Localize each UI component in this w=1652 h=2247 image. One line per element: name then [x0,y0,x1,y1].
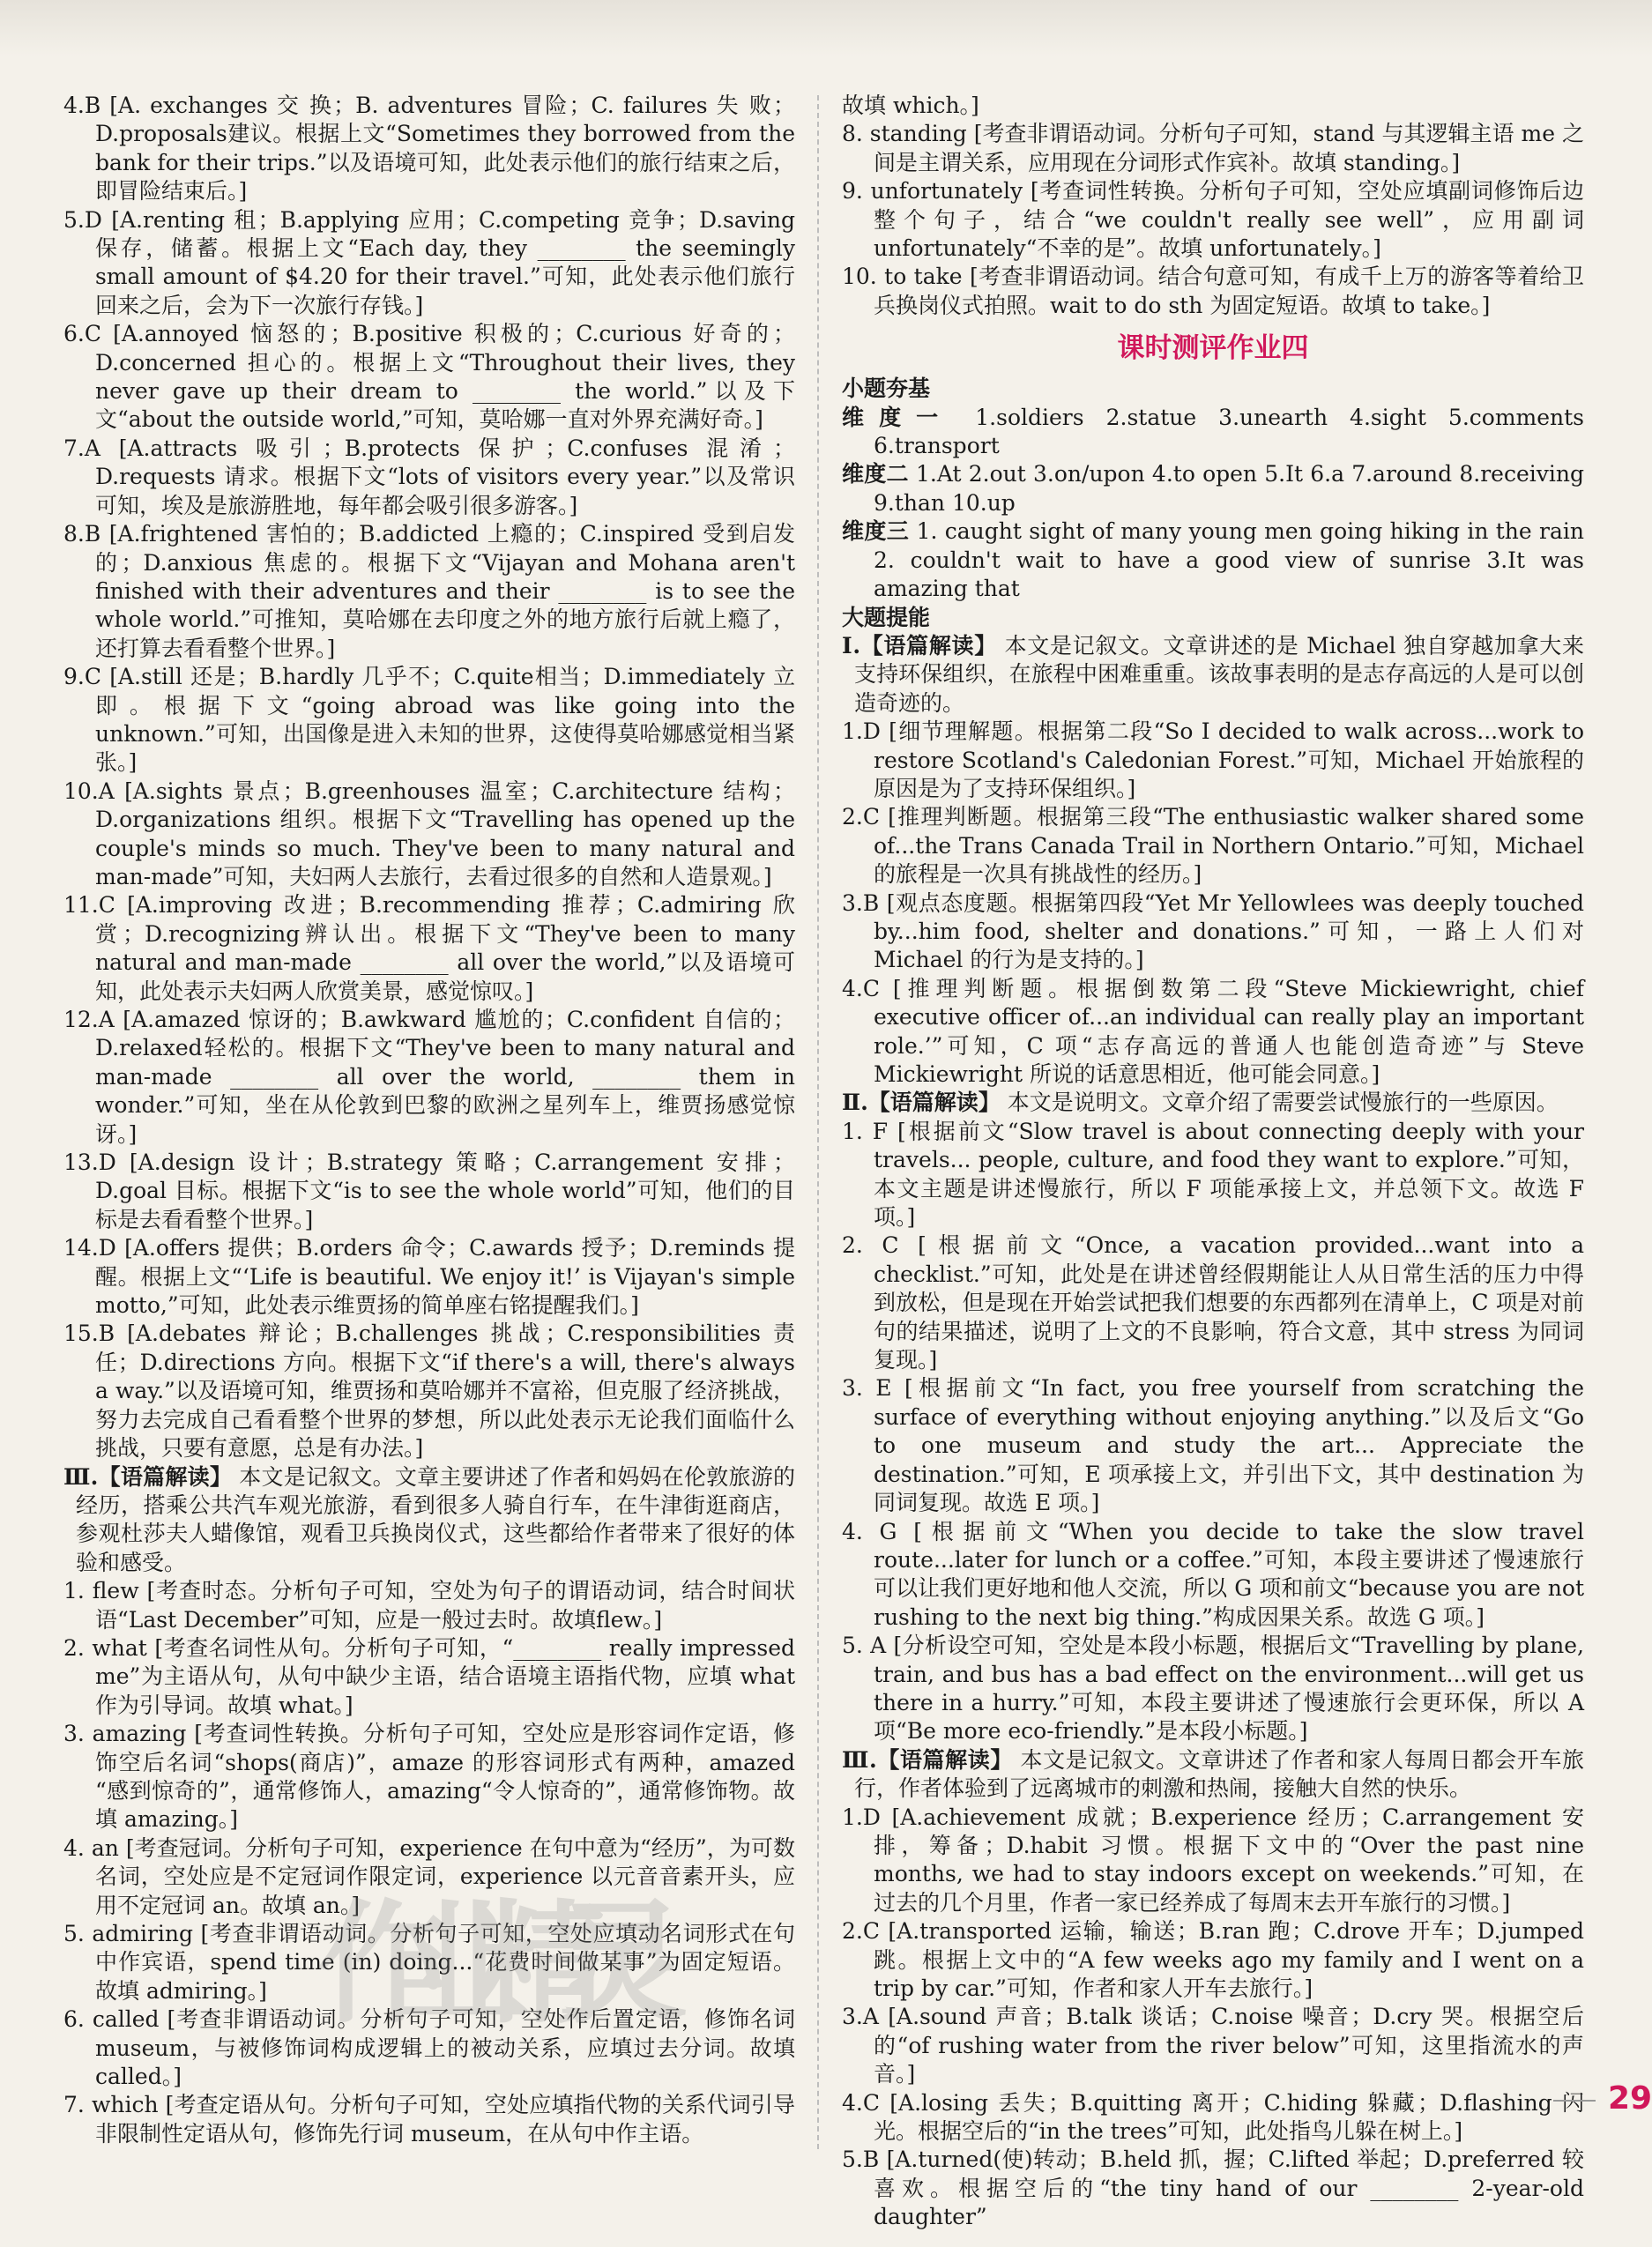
item-label: Ⅰ.【语篇解读】 [842,632,997,658]
answer-item [63,435,795,520]
item-text: 6. called [考查非谓语动词。分析句子可知，空处作后置定语，修饰名词 museum，与被修饰词构成逻辑上的被动关系，应填过去分词。故填 called。] [63,2006,795,2090]
continued-text [842,92,1584,120]
answer-item [63,92,795,206]
passage-summary [842,1746,1584,1804]
right-column [842,92,1584,2232]
answer-item [842,1231,1584,1374]
item-text: 本文是记叙文。文章讲述的是 Michael 独自穿越加拿大来支持环保组织，在旅程中困难重重。该故事表明的是志存高远的人是可以创造奇迹的。 [854,632,1584,716]
item-text: 小题夯基 [842,376,931,402]
answer-item [63,663,795,778]
item-text: 5. A [分析设空可知，空处是本段小标题，根据后文“Travelling by plane, train, and bus has a bad effect on the environment...will get us there in a hurry.”可知，本段主要讲述了慢速旅行会更环保，所以 A 项“Be more eco-friendly.”是本段小标题。] [842,1633,1584,1745]
answer-item [842,889,1584,975]
answer-item [63,1634,795,1720]
answer-item [842,120,1584,177]
subsection-heading [842,375,1584,403]
item-text: 6.C [A.annoyed 恼怒的；B.positive 积极的；C.curious 好奇的；D.concerned 担心的。根据上文“Throughout their lives, they never gave up their dream to ________ the world.”以及下文“about the outside world,”可知，莫哈娜一直对外界充满好奇。] [63,321,795,433]
item-text: 1.D [A.achievement 成就；B.experience 经历；C.arrangement 安排，筹备；D.habit 习惯。根据下文中的“Over the past nine months, we had to stay indoors except on weekends.”可知，在过去的几个月里，作者一家已经养成了每周末去开车旅行的习惯。] [842,1804,1584,1916]
item-label: 维度三 [842,518,910,545]
answer-item [63,778,795,892]
dimension-answers [842,517,1584,603]
answer-item [842,2089,1584,2147]
answer-item [63,1920,795,2005]
page-number-rule [1553,2100,1596,2102]
passage-summary [842,1089,1584,1117]
left-column [63,92,795,2148]
item-label: 维度一 [842,404,954,430]
right-column-bottom [842,375,1584,2231]
answer-item [842,263,1584,320]
item-text: 14.D [A.offers 提供；B.orders 命令；C.awards 授予；D.reminds 提醒。根据上文“‘Life is beautiful. We enjoy it!’ is Vijayan's simple motto,”可知，此处表示维贾扬的简单座右铭提醒我们。] [63,1235,795,1319]
item-text: 3.B [观点态度题。根据第四段“Yet Mr Yellowlees was deeply touched by...him food, shelter and donations.”可知，一路上人们对 Michael 的行为是支持的。] [842,889,1584,973]
item-text: 2.C [A.transported 运输，输送；B.ran 跑；C.drove 开车；D.jumped跳。根据上文中的“A few weeks ago my family and I went on a trip by car.”可知，作者和家人开车去旅行。] [842,1918,1584,2001]
answer-item [842,1374,1584,1517]
item-text: 7.A [A.attracts 吸引；B.protects 保护；C.confuses 混淆；D.requests 请求。根据下文“lots of visitors every year.”以及常识可知，埃及是旅游胜地，每年都会吸引很多游客。] [63,435,795,518]
answer-item [63,2091,795,2148]
item-text: 8.B [A.frightened 害怕的；B.addicted 上瘾的；C.inspired 受到启发的；D.anxious 焦虑的。根据下文“Vijayan and Mohana aren't finished with their adventures and their ________ is to see the whole world.”可推知，莫哈娜在去印度之外的地方旅行后就上瘾了，还打算去看看整个世界。] [63,521,795,661]
answer-item [842,1632,1584,1746]
item-text: 2. C [根据前文“Once, a vacation provided...want into a checklist.”可知，此处是在讲述曾经假期能让人从日常生活的压力中得到放松，但是现在开始尝试把我们想要的东西都列在清单上，C 项是对前句的结果描述，说明了上文的不良影响，符合文意，其中 stress 为同词复现。] [842,1232,1584,1373]
answer-item [842,803,1584,889]
answer-item [842,2003,1584,2088]
answer-item [842,718,1584,803]
item-label: Ⅲ.【语篇解读】 [63,1463,233,1490]
item-text: 10. to take [考查非谓语动词。结合句意可知，有成千上万的游客等着给卫兵换岗仪式拍照。wait to do sth 为固定短语。故填 to take。] [842,264,1584,318]
item-text: 8. standing [考查非谓语动词。分析句子可知，stand 与其逻辑主语 me 之间是主谓关系，应用现在分词形式作宾补。故填 standing。] [842,121,1584,175]
item-text: 7. which [考查定语从句。分析句子可知，空处应填指代物的关系代词引导非限制性定语从句，修饰先行词 museum，在从句中作主语。 [63,2092,795,2147]
item-text: 1.soldiers 2.statue 3.unearth 4.sight 5.comments 6.transport [874,404,1584,459]
answer-item [63,206,795,321]
item-text: 3. amazing [考查词性转换。分析句子可知，空处应是形容词作定语，修饰空后名词“shops(商店)”，amaze 的形容词形式有两种，amazed “感到惊奇的”，通常修饰人，amazing“令人惊奇的”，通常修饰物。故填 amazing。] [63,1721,795,1833]
answer-item [63,1720,795,1834]
answer-item [63,1149,795,1234]
answer-item [842,1917,1584,2003]
item-text: 1. flew [考查时态。分析句子可知，空处为句子的谓语动词，结合时间状语“Last December”可知，应是一般过去时。故填flew。] [63,1578,795,1633]
item-text: 5. admiring [考查非谓语动词。分析句子可知，空处应填动名词形式在句中作宾语，spend time (in) doing...“花费时间做某事”为固定短语。故填 admiring。] [63,1921,795,2004]
item-text: 15.B [A.debates 辩论；B.challenges 挑战；C.responsibilities 责任；D.directions 方向。根据下文“if there's a will, there's always a way.”以及语境可知，维贾扬和莫哈娜并不富裕，但克服了经济挑战，努力去完成自己看看整个世界的梦想，所以此处表示无论我们面临什么挑战，只要有意愿，总是有办法。] [63,1321,795,1462]
dimension-answers [842,404,1584,461]
item-text: 9.C [A.still 还是；B.hardly 几乎不；C.quite相当；D.immediately 立即。根据下文“going abroad was like going into the unknown.”可知，出国像是进入未知的世界，这使得莫哈娜感觉相当紧张。] [63,664,795,776]
page-top-shade [0,0,1652,56]
item-text: 本文是记叙文。文章主要讲述了作者和妈妈在伦敦旅游的经历，搭乘公共汽车观光旅游，看到很多人骑自行车，在牛津街逛商店，参观杜莎夫人蜡像馆，观看卫兵换岗仪式，这些都给作者带来了很好的体验和感受。 [76,1463,795,1575]
item-text: 4.B [A. exchanges 交 换；B. adventures 冒险；C. failures 失 败；D.proposals建议。根据上文“Sometimes they borrowed from the bank for their trips.”以及语境可知，此处表示他们的旅行结束之后，即冒险结束后。] [63,93,795,205]
item-text: 1. F [根据前文“Slow travel is about connecting deeply with your travels... people, culture, and food they want to explore.”可知，本文主题是讲述慢旅行，所以 F 项能承接上文，并总领下文。故选 F 项。] [842,1118,1584,1231]
item-text: 1.D [细节理解题。根据第二段“So I decided to walk across...work to restore Scotland's Caledonian Forest.”可知，Michael 开始旅程的原因是为了支持环保组织。] [842,718,1584,801]
item-text: 故填 which。] [842,93,979,118]
item-text: 本文是记叙文。文章讲述了作者和家人每周日都会开车旅行，作者体验到了远离城市的刺激和热闹，接触大自然的快乐。 [854,1746,1584,1802]
answer-item [63,1006,795,1149]
answer-item [63,1577,795,1634]
item-text: 12.A [A.amazed 惊讶的；B.awkward 尴尬的；C.confident 自信的；D.relaxed轻松的。根据下文“They've been to many natural and man-made ________ all over the world, ________ them in wonder.”可知，坐在从伦敦到巴黎的欧洲之星列车上，维贾扬感觉惊讶。] [63,1007,795,1147]
item-text: 11.C [A.improving 改进；B.recommending 推荐；C.admiring 欣赏；D.recognizing辨认出。根据下文“They've been to many natural and man-made ________ all over the world,”以及语境可知，此处表示夫妇两人欣赏美景，感觉惊叹。] [63,892,795,1004]
item-text: 9. unfortunately [考查词性转换。分析句子可知，空处应填副词修饰后边整个句子，结合“we couldn't really see well”，应用副词 unfortunately“不幸的是”。故填 unfortunately。] [842,178,1584,262]
item-text: 2. what [考查名词性从句。分析句子可知，“________ really impressed me”为主语从句，从句中缺少主语，结合语境主语指代物，应填 what 作为引导词。故填 what。] [63,1634,795,1718]
passage-summary [63,1463,795,1578]
item-text: 5.B [A.turned(使)转动；B.held 抓，握；C.lifted 举起；D.preferred 较喜欢。根据空后的“the tiny hand of our ________ 2-year-old daughter” [842,2147,1584,2230]
column-divider [817,95,819,2149]
answer-item [842,1518,1584,1633]
answer-item [842,975,1584,1090]
watermark-text: 作业精灵 [317,1888,688,2042]
item-label: 维度二 [842,461,909,487]
section-title: 课时测评作业四 [1117,332,1309,365]
item-text: 4.C [A.losing 丢失；B.quitting 离开；C.hiding 躲藏；D.flashing 闪光。根据空后的“in the trees”可知，此处指鸟儿躲在树上。] [842,2089,1584,2145]
answer-item [63,2005,795,2091]
answer-item [63,1234,795,1320]
item-text: 3.A [A.sound 声音；B.talk 谈话；C.noise 噪音；D.cry 哭。根据空后的“of rushing water from the river below”可知，这里指流水的声音。] [842,2004,1584,2087]
item-text: 1. caught sight of many young men going hiking in the rain 2. couldn't wait to have a good view of sunrise 3.It was amazing that [874,518,1585,602]
answer-item [63,1834,795,1920]
answer-item [63,891,795,1006]
item-text: 1.At 2.out 3.on/upon 4.to open 5.It 6.a 7.around 8.receiving 9.than 10.up [874,461,1584,516]
page-number: 29 [1608,2080,1652,2117]
item-text: 4. G [根据前文“When you decide to take the slow travel route...later for lunch or a coffee.”可知，本段主要讲述了慢速旅行可以让我们更好地和他人交流，所以 G 项和前文“because you are not rushing to the next big thing.”构成因果关系。故选 G 项。] [842,1518,1584,1630]
answer-item [63,520,795,663]
item-text: 2.C [推理判断题。根据第三段“The enthusiastic walker shared some of...the Trans Canada Trail in Northern Ontario.”可知，Michael 的旅程是一次具有挑战性的经历。] [842,804,1584,888]
item-text: 5.D [A.renting 租；B.applying 应用；C.competing 竞争；D.saving 保存，储蓄。根据上文“Each day, they ________ the seemingly small amount of $4.20 for their travel.”可知，此处表示他们旅行回来之后，会为下一次旅行存钱。] [63,206,795,318]
answer-item [842,2146,1584,2231]
answer-item [63,320,795,435]
item-text: 本文是说明文。文章介绍了需要尝试慢旅行的一些原因。 [1007,1090,1559,1116]
right-column-top [842,92,1584,320]
answer-item [842,177,1584,263]
item-text: 大题提能 [842,604,931,630]
item-text: 4. an [考查冠词。分析句子可知，experience 在句中意为“经历”，为可数名词，空处应是不定冠词作限定词，experience 以元音音素开头，应用不定冠词 an。故填 an。] [63,1834,795,1918]
item-text: 3. E [根据前文“In fact, you free yourself from scratching the surface of everything without enjoying anything.”以及后文“Go to one museum and study the art... Appreciate the destination.”可知，E 项承接上文，并引出下文，其中 destination 为同词复现。故选 E 项。] [842,1375,1584,1516]
item-text: 13.D [A.design 设计；B.strategy 策略；C.arrangement 安排；D.goal 目标。根据下文“is to see the whole world”可知，他们的目标是去看看整个世界。] [63,1150,795,1232]
answer-item [842,1804,1584,1918]
dimension-answers [842,460,1584,517]
item-text: 4.C [推理判断题。根据倒数第二段“Steve Mickiewright, chief executive officer of...an individual can really play an important role.’”可知，C 项“志存高远的普通人也能创造奇迹”与 Steve Mickiewright 所说的话意思相近，他可能会同意。] [842,975,1584,1087]
item-label: Ⅲ.【语篇解读】 [842,1746,1013,1773]
item-text: 10.A [A.sights 景点；B.greenhouses 温室；C.architecture 结构；D.organizations 组织。根据下文“Travelling has opened up the couple's minds so much. They've been to many natural and man-made”可知，夫妇两人去旅行，去看过很多的自然和人造景观。] [63,778,795,889]
answer-item [63,1320,795,1462]
item-label: Ⅱ.【语篇解读】 [842,1090,1001,1116]
passage-summary [842,632,1584,718]
subsection-heading [842,604,1584,632]
answer-item [842,1118,1584,1232]
